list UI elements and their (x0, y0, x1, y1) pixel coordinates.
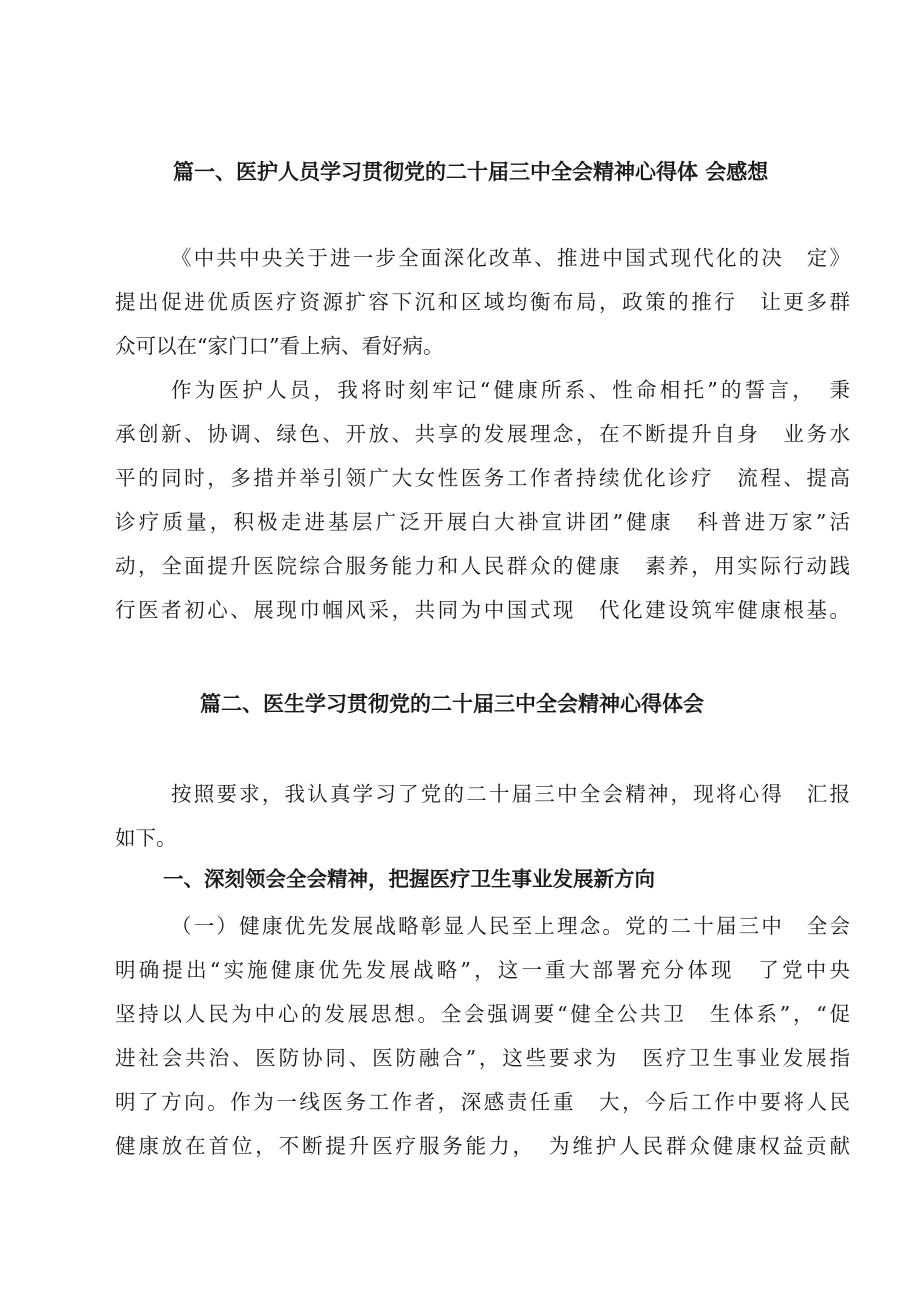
paragraph-line: 进社会共治、医防协同、医防融合”，这些要求为 医疗卫生事业发展指 (115, 1046, 850, 1070)
paragraph-line: 按照要求，我认真学习了党的二十届三中全会精神，现将心得 汇报 (171, 782, 850, 806)
section2-paragraph-1 (115, 904, 850, 1168)
paragraph-line: 坚持以人民为中心的发展思想。全会强调要“健全公共卫 生体系”，“促 (115, 1002, 850, 1026)
paragraph-line: 平的同时，多措并举引领广大女性医务工作者持续优化诊疗 流程、提高 (115, 466, 850, 490)
paragraph-line: 明确提出“实施健康优先发展战略”，这一重大部署充分体现 了党中央 (115, 958, 850, 982)
section1-paragraph-2 (115, 368, 850, 632)
paragraph-line: 行医者初心、展现巾帼风采，共同为中国式现 代化建设筑牢健康根基。 (115, 598, 850, 622)
paragraph-line: 提出促进优质医疗资源扩容下沉和区域均衡布局，政策的推行 让更多群 (115, 290, 850, 314)
paragraph-line: 承创新、协调、绿色、开放、共享的发展理念，在不断提升自身 业务水 (115, 422, 850, 446)
paragraph-line: 众可以在“家门口”看上病、看好病。 (115, 334, 444, 358)
section2-heading-1: 一、深刻领会全会精神，把握医疗卫生事业发展新方向 (163, 867, 655, 891)
paragraph-line: 动，全面提升医院综合服务能力和人民群众的健康 素养，用实际行动践 (115, 554, 850, 578)
paragraph-line: （一）健康优先发展战略彰显人民至上理念。党的二十届三中 全会 (171, 914, 850, 938)
paragraph-line: 如下。 (115, 826, 177, 850)
paragraph-line: 《中共中央关于进一步全面深化改革、推进中国式现代化的决 定》 (171, 246, 850, 270)
section1-paragraph-1 (115, 236, 850, 368)
section2-intro (115, 772, 850, 860)
paragraph-line: 诊疗质量，积极走进基层广泛开展白大褂宣讲团”健康 科普进万家”活 (115, 510, 850, 534)
paragraph-line: 作为医护人员，我将时刻牢记“健康所系、性命相托”的誓言， 秉 (171, 378, 850, 402)
paragraph-line: 健康放在首位，不断提升医疗服务能力， 为维护人民群众健康权益贡献 (115, 1134, 850, 1158)
section2-title: 篇二、医生学习贯彻党的二十届三中全会精神心得体会 (200, 692, 704, 716)
paragraph-line: 明了方向。作为一线医务工作者，深感责任重 大，今后工作中要将人民 (115, 1090, 850, 1114)
section1-title: 篇一、医护人员学习贯彻党的二十届三中全会精神心得体 会感想 (173, 160, 769, 184)
